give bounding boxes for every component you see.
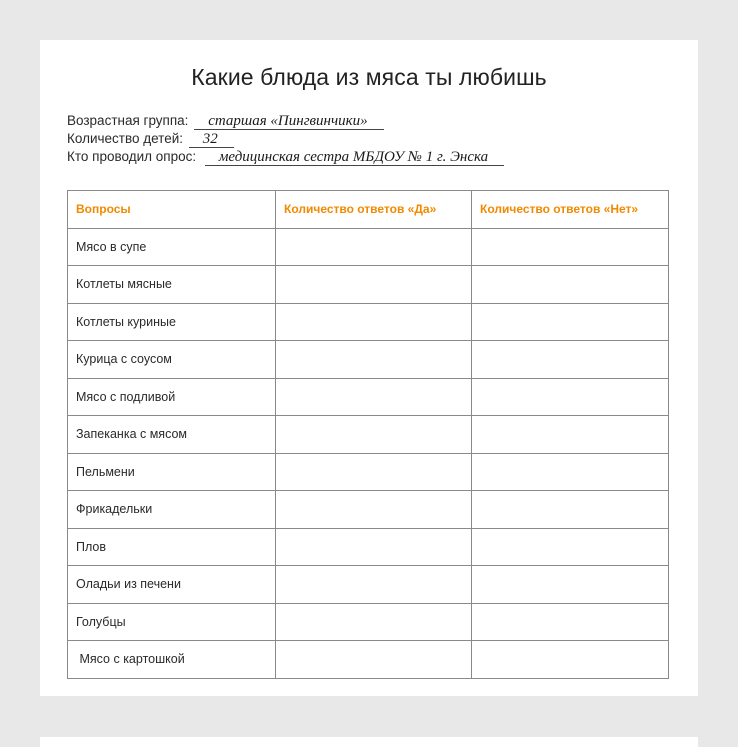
- table-row: [68, 603, 669, 641]
- table-row: [68, 528, 669, 566]
- table-row: [68, 378, 669, 416]
- header-questions: Вопросы: [68, 191, 276, 229]
- question-cell: Оладьи из печени: [68, 566, 276, 604]
- no-count-cell: [472, 603, 669, 641]
- yes-count-cell: [276, 303, 472, 341]
- question-cell: Мясо с подливой: [68, 378, 276, 416]
- yes-count-cell: [276, 641, 472, 679]
- no-count-cell: [472, 566, 669, 604]
- no-count-cell: [472, 453, 669, 491]
- question-cell: Курица с соусом: [68, 341, 276, 379]
- survey-page: [40, 40, 698, 696]
- yes-count-cell: [276, 266, 472, 304]
- yes-count-cell: [276, 603, 472, 641]
- no-count-cell: [472, 228, 669, 266]
- yes-count-cell: [276, 378, 472, 416]
- no-count-cell: [472, 641, 669, 679]
- table-header-row: [68, 191, 669, 229]
- survey-table: [67, 190, 669, 679]
- yes-count-cell: [276, 416, 472, 454]
- no-count-cell: [472, 416, 669, 454]
- no-count-cell: [472, 491, 669, 529]
- table-row: [68, 341, 669, 379]
- table-row: [68, 566, 669, 604]
- table-row: [68, 228, 669, 266]
- age-group-label: Возрастная группа:: [67, 113, 189, 128]
- conducted-by-label: Кто проводил опрос:: [67, 149, 197, 164]
- table-row: [68, 303, 669, 341]
- table-row: [68, 491, 669, 529]
- next-page-edge: [40, 737, 698, 747]
- table-row: [68, 453, 669, 491]
- age-group-line: [67, 112, 384, 130]
- yes-count-cell: [276, 566, 472, 604]
- header-no-count: Количество ответов «Нет»: [472, 191, 669, 229]
- question-cell: Голубцы: [68, 603, 276, 641]
- yes-count-cell: [276, 341, 472, 379]
- page-title: Какие блюда из мяса ты любишь: [191, 64, 547, 90]
- no-count-cell: [472, 528, 669, 566]
- children-count-value: 32: [189, 132, 234, 148]
- yes-count-cell: [276, 228, 472, 266]
- age-group-value: старшая «Пингвинчики»: [194, 114, 383, 130]
- table-row: [68, 416, 669, 454]
- question-cell: Фрикадельки: [68, 491, 276, 529]
- no-count-cell: [472, 303, 669, 341]
- question-cell: Мясо с картошкой: [68, 641, 276, 679]
- question-cell: Плов: [68, 528, 276, 566]
- table-row: [68, 266, 669, 304]
- children-count-label: Количество детей:: [67, 131, 184, 146]
- conducted-by-line: [67, 148, 504, 166]
- table-row: [68, 641, 669, 679]
- header-yes-count: Количество ответов «Да»: [276, 191, 472, 229]
- question-cell: Котлеты куриные: [68, 303, 276, 341]
- no-count-cell: [472, 266, 669, 304]
- no-count-cell: [472, 378, 669, 416]
- question-cell: Запеканка с мясом: [68, 416, 276, 454]
- yes-count-cell: [276, 491, 472, 529]
- children-count-line: [67, 130, 234, 148]
- yes-count-cell: [276, 453, 472, 491]
- question-cell: Пельмени: [68, 453, 276, 491]
- question-cell: Котлеты мясные: [68, 266, 276, 304]
- conducted-by-value: медицинская сестра МБДОУ № 1 г. Энска: [205, 150, 504, 166]
- no-count-cell: [472, 341, 669, 379]
- yes-count-cell: [276, 528, 472, 566]
- question-cell: Мясо в супе: [68, 228, 276, 266]
